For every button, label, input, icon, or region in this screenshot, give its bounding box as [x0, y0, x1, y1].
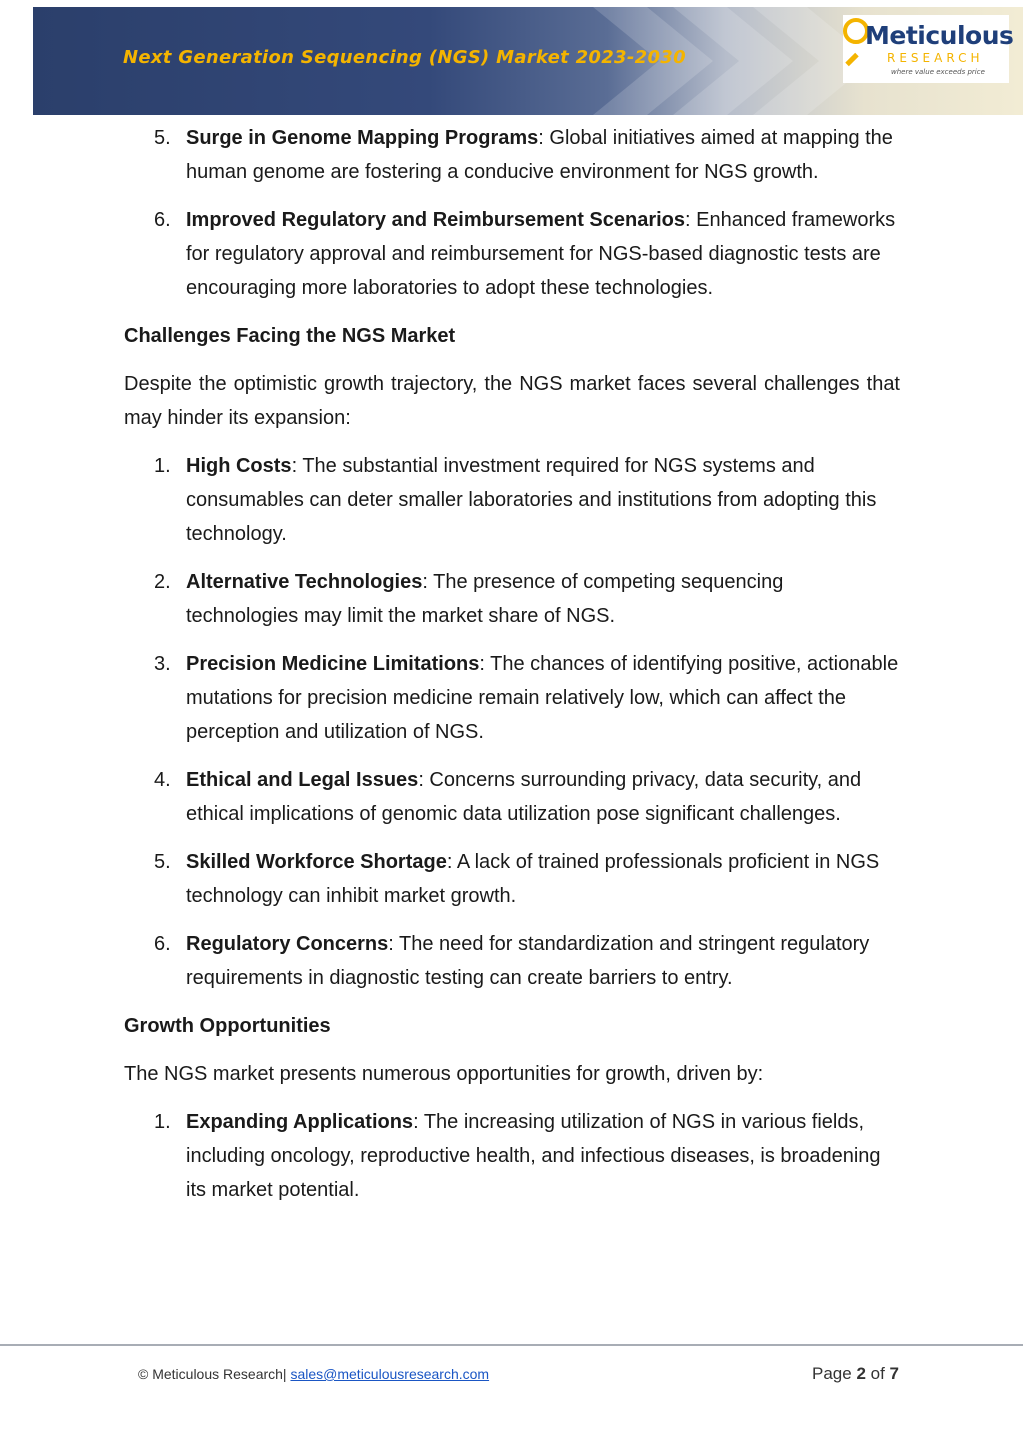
- list-item: 2. Alternative Technologies: The presence of competing sequencing technologies may limit the market share of NGS.: [154, 571, 784, 627]
- opportunities-list: [124, 1105, 900, 1207]
- challenges-list: [124, 449, 900, 995]
- total-pages: 7: [889, 1364, 899, 1383]
- magnifier-handle: [845, 53, 858, 66]
- challenges-intro: Despite the optimistic growth trajectory, the NGS market faces several challenges that may hinder its expansion:: [124, 373, 900, 429]
- copyright-text: © Meticulous Research|: [138, 1366, 287, 1382]
- logo-tagline: where value exceeds price: [891, 68, 985, 76]
- meticulous-logo: [843, 15, 1014, 83]
- footer-copyright: [138, 1366, 489, 1382]
- list-item: 3. Precision Medicine Limitations: The chances of identifying positive, actionable mutations for precision medicine remain relatively low, which can affect the perception and utilization of NGS.: [154, 653, 899, 743]
- list-item: 1. High Costs: The substantial investment required for NGS systems and consumables can deter smaller laboratories and institutions from adopting this technology.: [154, 455, 877, 545]
- document-body: [124, 121, 900, 1221]
- drivers-list-continued: [124, 121, 900, 305]
- page-number: Page 2 of 7: [812, 1364, 899, 1383]
- footer-divider: [0, 1344, 1023, 1346]
- opportunities-heading: Growth Opportunities: [124, 1015, 331, 1037]
- opportunities-intro: The NGS market presents numerous opportunities for growth, driven by:: [124, 1063, 764, 1085]
- list-item: 6. Improved Regulatory and Reimbursement Scenarios: Enhanced frameworks for regulatory approval and reimbursement for NGS-based diagnostic tests are encouraging more laboratories to adopt these technologies.: [154, 209, 896, 299]
- list-item: 4. Ethical and Legal Issues: Concerns surrounding privacy, data security, and ethical implications of genomic data utilization pose significant challenges.: [154, 769, 862, 825]
- list-item: 6. Regulatory Concerns: The need for standardization and stringent regulatory requirements in diagnostic testing can create barriers to entry.: [154, 933, 870, 989]
- email-link[interactable]: sales@meticulousresearch.com: [290, 1366, 490, 1382]
- list-item: 5. Skilled Workforce Shortage: A lack of trained professionals proficient in NGS technology can inhibit market growth.: [154, 851, 880, 907]
- header-title: Next Generation Sequencing (NGS) Market 2023-2030: [123, 47, 686, 68]
- current-page: 2: [856, 1364, 866, 1383]
- list-item: 1. Expanding Applications: The increasing utilization of NGS in various fields, including oncology, reproductive health, and infectious diseases, is broadening its market potential.: [154, 1111, 881, 1201]
- challenges-heading: Challenges Facing the NGS Market: [124, 325, 456, 347]
- page-header: [33, 7, 1023, 115]
- logo-sub: RESEARCH: [887, 51, 984, 65]
- list-item: 5. Surge in Genome Mapping Programs: Global initiatives aimed at mapping the human genome are fostering a conducive environment for NGS growth.: [154, 127, 893, 183]
- logo-brand: Meticulous: [865, 21, 1014, 50]
